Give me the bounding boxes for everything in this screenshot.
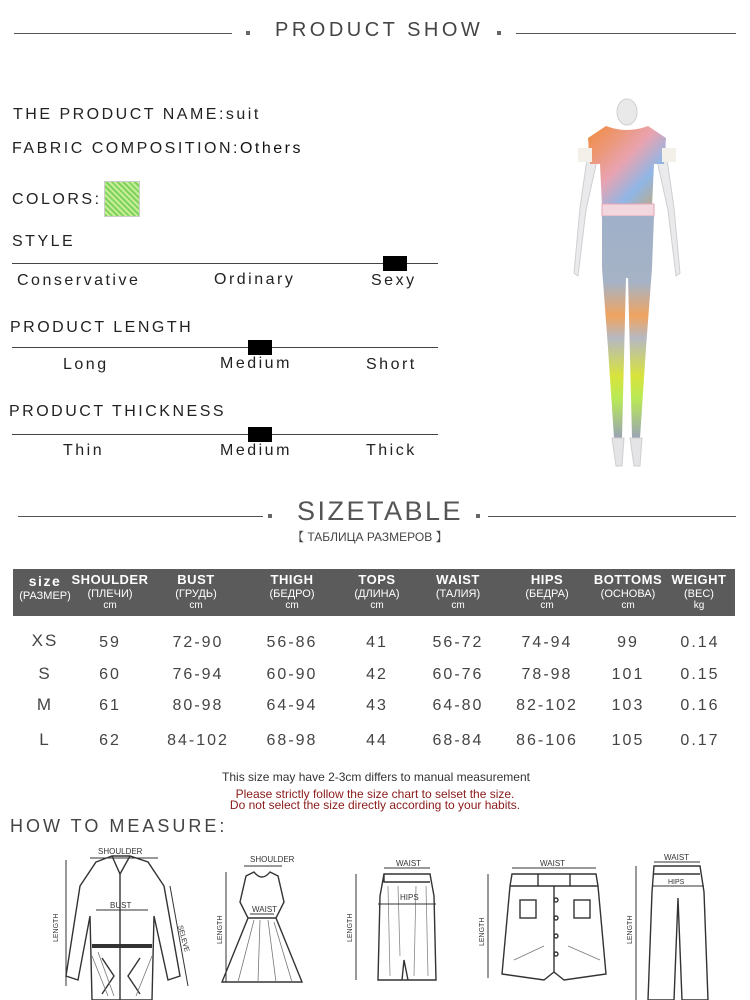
sizetable-dot-right (476, 514, 480, 518)
jacket-label-shoulder: SHOULDER (98, 847, 143, 856)
col-thigh: THIGH (БЕДРО) cm (269, 572, 315, 611)
cell-bust: 76-94 (172, 666, 224, 683)
dress-label-shoulder: SHOULDER (250, 855, 295, 864)
cell-bust: 80-98 (172, 697, 224, 714)
cell-hips: 78-98 (521, 666, 573, 683)
size-warning-1: Please strictly follow the size chart to selset the size. (235, 787, 515, 801)
header-rule-left (14, 33, 232, 34)
cell-waist: 60-76 (432, 666, 484, 683)
colors-label: COLORS: (12, 191, 102, 208)
style-marker (383, 256, 407, 271)
jacket-label-seleve: SELEVE (176, 924, 190, 953)
sizetable-dot-left (268, 514, 272, 518)
product-name-value: suit (225, 106, 261, 123)
cell-shoulder: 61 (99, 697, 121, 714)
shorts-diagram (474, 860, 614, 990)
dress-label-length: LENGTH (217, 915, 224, 944)
header-dot-right (497, 31, 501, 35)
cell-weight: 0.15 (680, 666, 720, 683)
skirt-label-waist: WAIST (396, 859, 422, 868)
cell-size: L (39, 730, 51, 749)
length-title: PRODUCT LENGTH (10, 319, 194, 336)
product-image (560, 98, 695, 478)
length-marker (248, 340, 272, 355)
cell-tops: 41 (366, 634, 388, 651)
length-scale-line (12, 347, 438, 348)
cell-tops: 44 (366, 732, 388, 749)
cell-bottoms: 105 (611, 732, 645, 749)
shorts-label-waist: WAIST (540, 860, 566, 868)
dress-diagram (214, 852, 310, 992)
thickness-scale-line (12, 434, 438, 435)
pants-label-hips: HIPS (668, 879, 685, 886)
how-to-measure-title: HOW TO MEASURE: (10, 816, 228, 836)
thickness-option-thin: Thin (63, 442, 105, 459)
length-option-medium: Medium (220, 355, 292, 372)
cell-size: M (36, 695, 54, 714)
cell-weight: 0.16 (680, 697, 720, 714)
cell-tops: 42 (366, 666, 388, 683)
col-hips: HIPS (БЕДРА) cm (525, 572, 569, 611)
jacket-label-bust: BUST (110, 901, 132, 910)
sizetable-rule-right (488, 516, 736, 517)
cell-waist: 68-84 (432, 732, 484, 749)
cell-shoulder: 62 (99, 732, 121, 749)
thickness-marker (248, 427, 272, 442)
cell-bottoms: 103 (611, 697, 645, 714)
shorts-label-length: LENGTH (479, 917, 486, 946)
length-option-long: Long (63, 356, 109, 373)
jacket-diagram (48, 846, 198, 1000)
cell-thigh: 64-94 (266, 697, 318, 714)
cell-bust: 84-102 (167, 732, 229, 749)
fabric-row (12, 140, 303, 158)
cell-hips: 86-106 (516, 732, 578, 749)
fabric-value: Others (239, 140, 303, 157)
cell-weight: 0.14 (680, 634, 720, 651)
product-name-row (13, 106, 261, 124)
col-tops: TOPS (ДЛИНА) cm (354, 572, 400, 611)
col-weight: WEIGHT (ВЕС) kg (671, 572, 727, 611)
dress-label-waist: WAIST (252, 905, 278, 914)
cell-waist: 56-72 (432, 634, 484, 651)
skirt-diagram (342, 856, 442, 988)
page-title: PRODUCT SHOW (275, 19, 484, 41)
cell-shoulder: 59 (99, 634, 121, 651)
col-bottoms: BOTTOMS (ОСНОВА) cm (593, 572, 663, 611)
cell-shoulder: 60 (99, 666, 121, 683)
col-shoulder: SHOULDER (ПЛЕЧИ) cm (71, 572, 149, 611)
pants-label-waist: WAIST (664, 853, 690, 862)
col-waist: WAIST (ТАЛИЯ) cm (435, 572, 481, 611)
product-name-label: THE PRODUCT NAME: (13, 106, 226, 123)
thickness-option-medium: Medium (220, 442, 292, 459)
sizetable-title: SIZETABLE (297, 496, 464, 526)
sizetable-subtitle: 【 ТАБЛИЦА РАЗМЕРОВ 】 (292, 530, 448, 544)
cell-thigh: 60-90 (266, 666, 318, 683)
cell-tops: 43 (366, 697, 388, 714)
thickness-option-thick: Thick (366, 442, 417, 459)
header-rule-right (516, 33, 736, 34)
cell-size: XS (31, 631, 59, 650)
cell-bottoms: 99 (617, 634, 639, 651)
style-title: STYLE (12, 233, 76, 250)
cell-size: S (38, 664, 52, 683)
fabric-label: FABRIC COMPOSITION: (12, 140, 240, 157)
cell-waist: 64-80 (432, 697, 484, 714)
color-swatch[interactable] (104, 181, 140, 217)
pants-label-length: LENGTH (627, 915, 634, 944)
style-option-ordinary: Ordinary (214, 271, 296, 288)
length-option-short: Short (366, 356, 417, 373)
style-option-conservative: Conservative (17, 272, 141, 289)
header-dot-left (246, 31, 250, 35)
style-option-sexy: Sexy (371, 272, 417, 289)
cell-thigh: 56-86 (266, 634, 318, 651)
col-size: size (РАЗМЕР) (19, 573, 71, 602)
cell-thigh: 68-98 (266, 732, 318, 749)
style-scale-line (12, 263, 438, 264)
cell-bottoms: 101 (611, 666, 645, 683)
sizetable-rule-left (18, 516, 263, 517)
jacket-label-length: LENGTH (53, 913, 60, 942)
col-bust: BUST (ГРУДЬ) cm (175, 572, 217, 611)
cell-bust: 72-90 (172, 634, 224, 651)
pants-diagram (622, 852, 722, 1000)
thickness-title: PRODUCT THICKNESS (9, 403, 227, 420)
skirt-label-length: LENGTH (347, 913, 354, 942)
skirt-label-hips: HIPS (400, 893, 419, 902)
cell-hips: 74-94 (521, 634, 573, 651)
cell-hips: 82-102 (516, 697, 578, 714)
size-warning-2: Do not select the size directly according to your habits. (229, 798, 521, 812)
cell-weight: 0.17 (680, 732, 720, 749)
measurement-note: This size may have 2-3cm differs to manual measurement (222, 770, 530, 784)
